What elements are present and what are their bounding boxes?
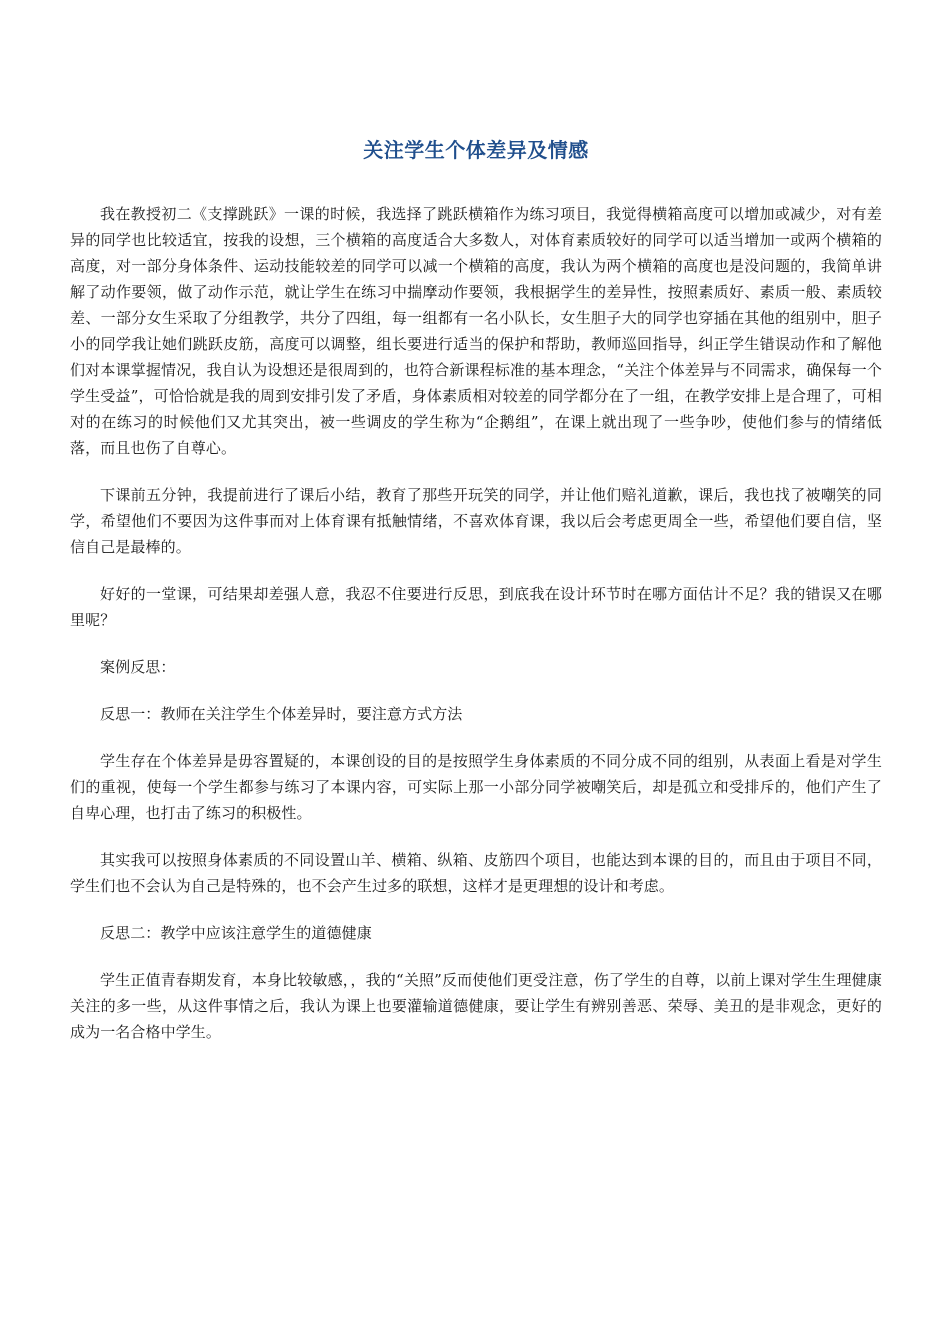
section-heading-reflection-two: 反思二：教学中应该注意学生的道德健康 (100, 924, 372, 942)
paragraph-reflection-one-body: 学生存在个体差异是毋容置疑的，本课创设的目的是按照学生身体素质的不同分成不同的组别，从表面上看是对学生们的重视，使每一个学生都参与练习了本课内容，可实际上那一小部分同学被嘲笑后，却是孤立和受排斥的，他们产生了自卑心理，也打击了练习的积极性。 (70, 752, 882, 822)
section-heading-case-reflection: 案例反思： (100, 658, 176, 676)
document-title: 关注学生个体差异及情感 (363, 138, 589, 162)
section-heading-reflection-one: 反思一：教师在关注学生个体差异时，要注意方式方法 (100, 705, 463, 723)
paragraph-case-description: 我在教授初二《支撑跳跃》一课的时候，我选择了跳跃横箱作为练习项目，我觉得横箱高度可以增加或减少，对有差异的同学也比较适宜，按我的设想，三个横箱的高度适合大多数人，对体育素质较好的同学可以适当增加一或两个横箱的高度，对一部分身体条件、运动技能较差的同学可以减一个横箱的高度，我认为两个横箱的高度也是没问题的，我简单讲解了动作要领，做了动作示范，就让学生在练习中揣摩动作要领，我根据学生的差异性，按照素质好、素质一般、素质较差、一部分女生采取了分组教学，共分了四组，每一组都有一名小队长，女生胆子大的同学也穿插在其他的组别中，胆子小的同学我让她们跳跃皮筋，高度可以调整，组长要进行适当的保护和帮助，教师巡回指导，纠正学生错误动作和了解他们对本课掌握情况，我自认为设想还是很周到的，也符合新课程标准的基本理念，“关注个体差异与不同需求，确保每一个学生受益”，可恰恰就是我的周到安排引发了矛盾，身体素质相对较差的同学都分在了一组，在教学安排上是合理了，可相对的在练习的时候他们又尤其突出，被一些调皮的学生称为“企鹅组”，在课上就出现了一些争吵，使他们参与的情绪低落，而且也伤了自尊心。 (70, 205, 882, 457)
paragraph-after-class: 下课前五分钟，我提前进行了课后小结，教育了那些开玩笑的同学，并让他们赔礼道歉，课后，我也找了被嘲笑的同学，希望他们不要因为这件事而对上体育课有抵触情绪，不喜欢体育课，我以后会考虑更周全一些，希望他们要自信，坚信自己是最棒的。 (70, 486, 882, 556)
paragraph-reflection-one-alternative: 其实我可以按照身体素质的不同设置山羊、横箱、纵箱、皮筋四个项目，也能达到本课的目的，而且由于项目不同，学生们也不会认为自己是特殊的，也不会产生过多的联想，这样才是更理想的设计和考虑。 (70, 851, 882, 895)
document-page (70, 0, 882, 1066)
paragraph-reflection-two-body: 学生正值青春期发育，本身比较敏感，，我的“关照”反而使他们更受注意，伤了学生的自尊，以前上课对学生生理健康关注的多一些，从这件事情之后，我认为课上也要灌输道德健康，要让学生有辨别善恶、荣辱、美丑的是非观念，更好的成为一名合格中学生。 (70, 971, 882, 1041)
paragraph-reflection-question: 好好的一堂课，可结果却差强人意，我忍不住要进行反思，到底我在设计环节时在哪方面估计不足？我的错误又在哪里呢？ (70, 585, 882, 629)
document-body (70, 201, 882, 1045)
